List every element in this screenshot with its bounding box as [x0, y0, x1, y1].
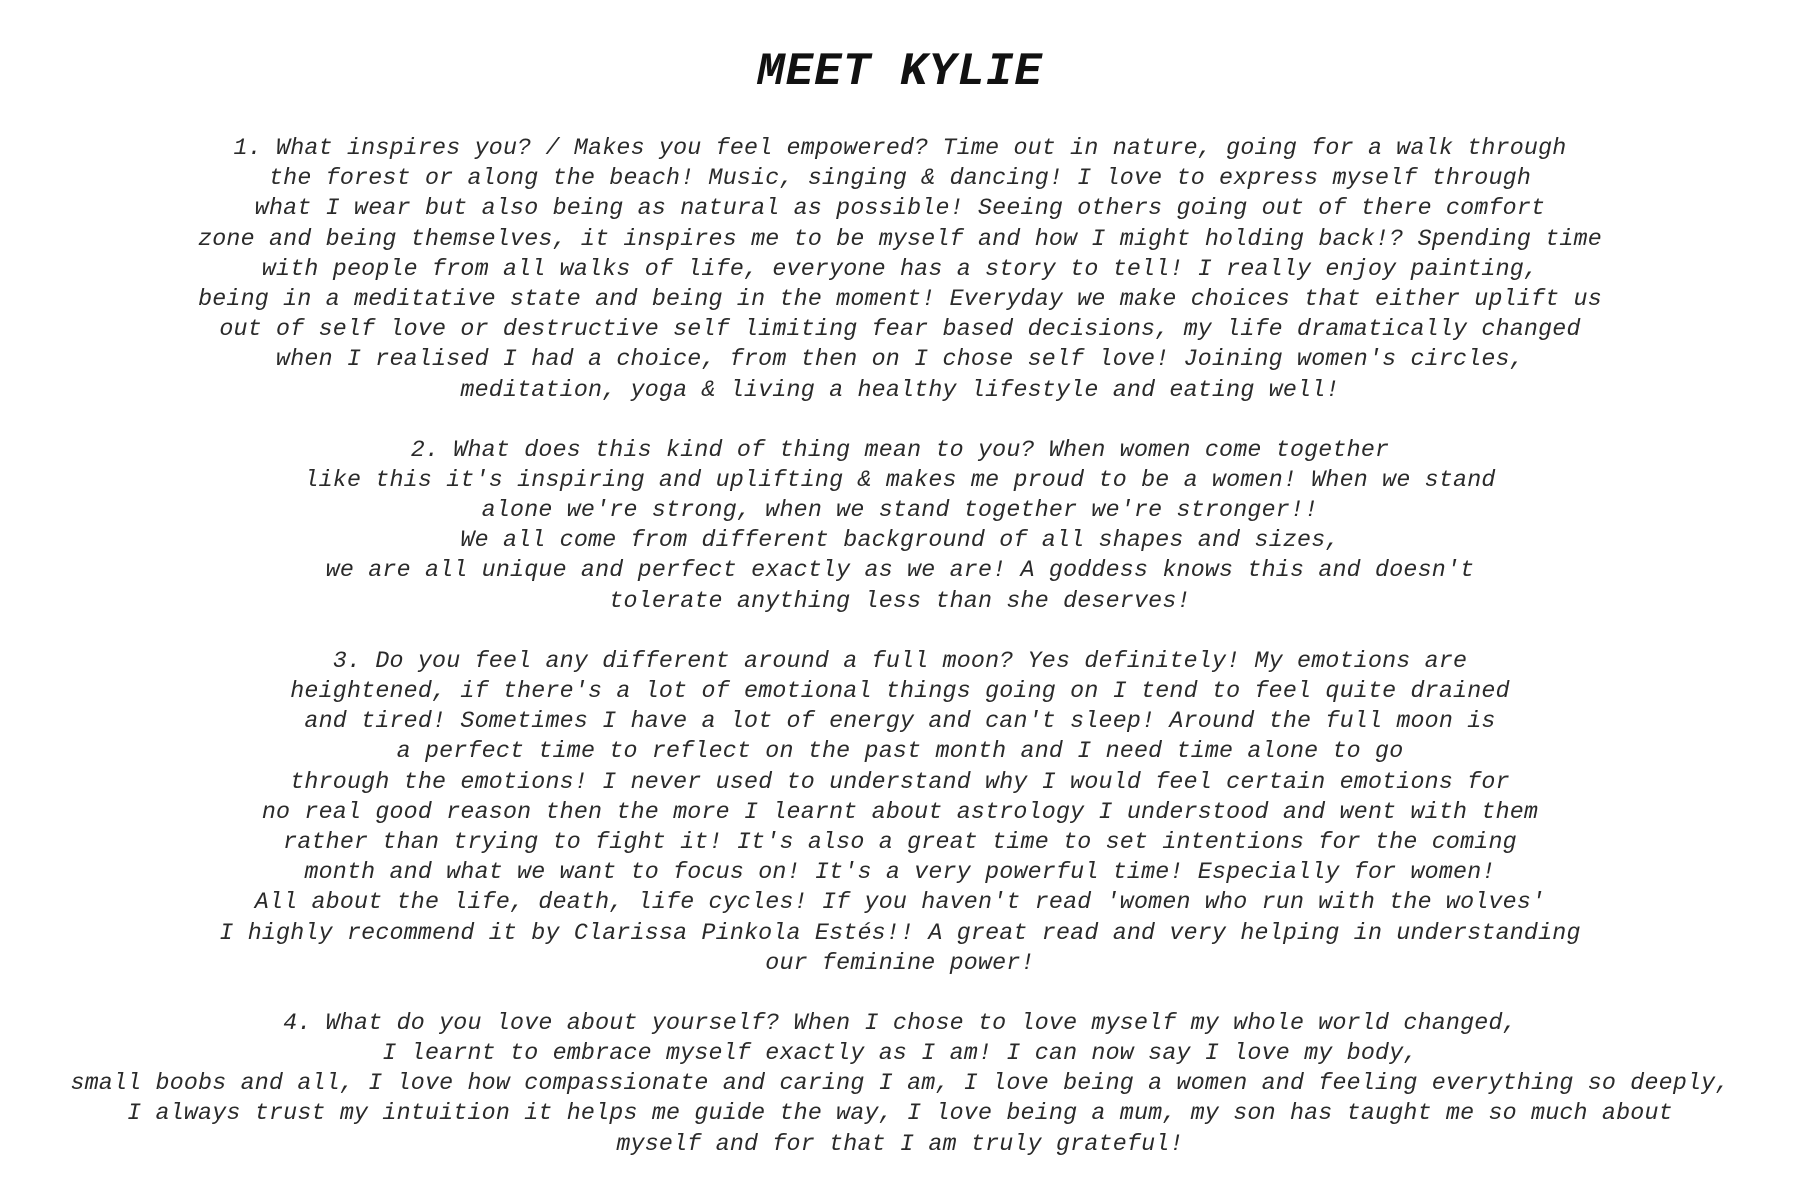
text-line: being in a meditative state and being in the moment! Everyday we make choices that either uplift us [198, 285, 1602, 312]
text-line: All about the life, death, life cycles! If you haven't read 'women who run with the wolves' [254, 889, 1546, 916]
text-line: like this it's inspiring and uplifting & makes me proud to be a women! When we stand [304, 466, 1496, 493]
text-line: tolerate anything less than she deserves! [609, 587, 1191, 614]
text-line: I learnt to embrace myself exactly as I am! I can now say I love my body, [382, 1040, 1418, 1067]
text-line: we are all unique and perfect exactly as we are! A goddess knows this and doesn't [325, 557, 1475, 584]
text-line: month and what we want to focus on! It's a very powerful time! Especially for women! [304, 859, 1496, 886]
text-line: small boobs and all, I love how compassionate and caring I am, I love being a women and feeling everything so deeply, [70, 1070, 1730, 1097]
text-line: heightened, if there's a lot of emotional things going on I tend to feel quite drained [290, 678, 1510, 704]
text-line: myself and for that I am truly grateful! [616, 1130, 1184, 1157]
text-line: 2. What does this kind of thing mean to you? When women come together [410, 436, 1390, 463]
text-line: alone we're strong, when we stand together we're stronger!! [481, 497, 1319, 524]
text-line: what I wear but also being as natural as possible! Seeing others going out of there comfort [254, 195, 1546, 222]
text-line: when I realised I had a choice, from then on I chose self love! Joining women's circles, [276, 346, 1524, 373]
text-line: our feminine power! [765, 949, 1035, 976]
text-line: 4. What do you love about yourself? When I chose to love myself my whole world changed, [283, 1009, 1517, 1036]
text-line: no real good reason then the more I learnt about astrology I understood and went with them [261, 798, 1539, 825]
text-line: rather than trying to fight it! It's also a great time to set intentions for the coming [283, 828, 1517, 855]
text-line: I always trust my intuition it helps me guide the way, I love being a mum, my son has taught me so much about [127, 1100, 1673, 1127]
text-line: 3. Do you feel any different around a full moon? Yes definitely! My emotions are [332, 647, 1468, 674]
text-line: 1. What inspires you? / Makes you feel empowered? Time out in nature, going for a walk through [233, 135, 1567, 161]
text-line: the forest or along the beach! Music, singing & dancing! I love to express myself through [268, 165, 1532, 192]
text-line: I highly recommend it by Clarissa Pinkola Estés!! A great read and very helping in understanding [219, 919, 1581, 946]
interview-answer-3 [0, 646, 1800, 978]
text-line: zone and being themselves, it inspires me to be myself and how I might holding back!? Spending time [198, 225, 1602, 252]
interview-answer-1 [0, 133, 1800, 405]
text-line: a perfect time to reflect on the past month and I need time alone to go [396, 738, 1404, 765]
text-line: out of self love or destructive self limiting fear based decisions, my life dramatically changed [219, 316, 1581, 343]
text-line: meditation, yoga & living a healthy lifestyle and eating well! [460, 376, 1340, 403]
text-line: and tired! Sometimes I have a lot of energy and can't sleep! Around the full moon is [304, 708, 1496, 735]
text-line: with people from all walks of life, everyone has a story to tell! I really enjoy painting, [261, 255, 1539, 282]
interview-body [0, 133, 1800, 1189]
interview-answer-2 [0, 435, 1800, 616]
text-line: through the emotions! I never used to understand why I would feel certain emotions for [290, 768, 1510, 795]
interview-answer-4 [0, 1008, 1800, 1159]
page-title: MEET KYLIE [756, 46, 1044, 98]
text-line: We all come from different background of all shapes and sizes, [460, 527, 1340, 554]
